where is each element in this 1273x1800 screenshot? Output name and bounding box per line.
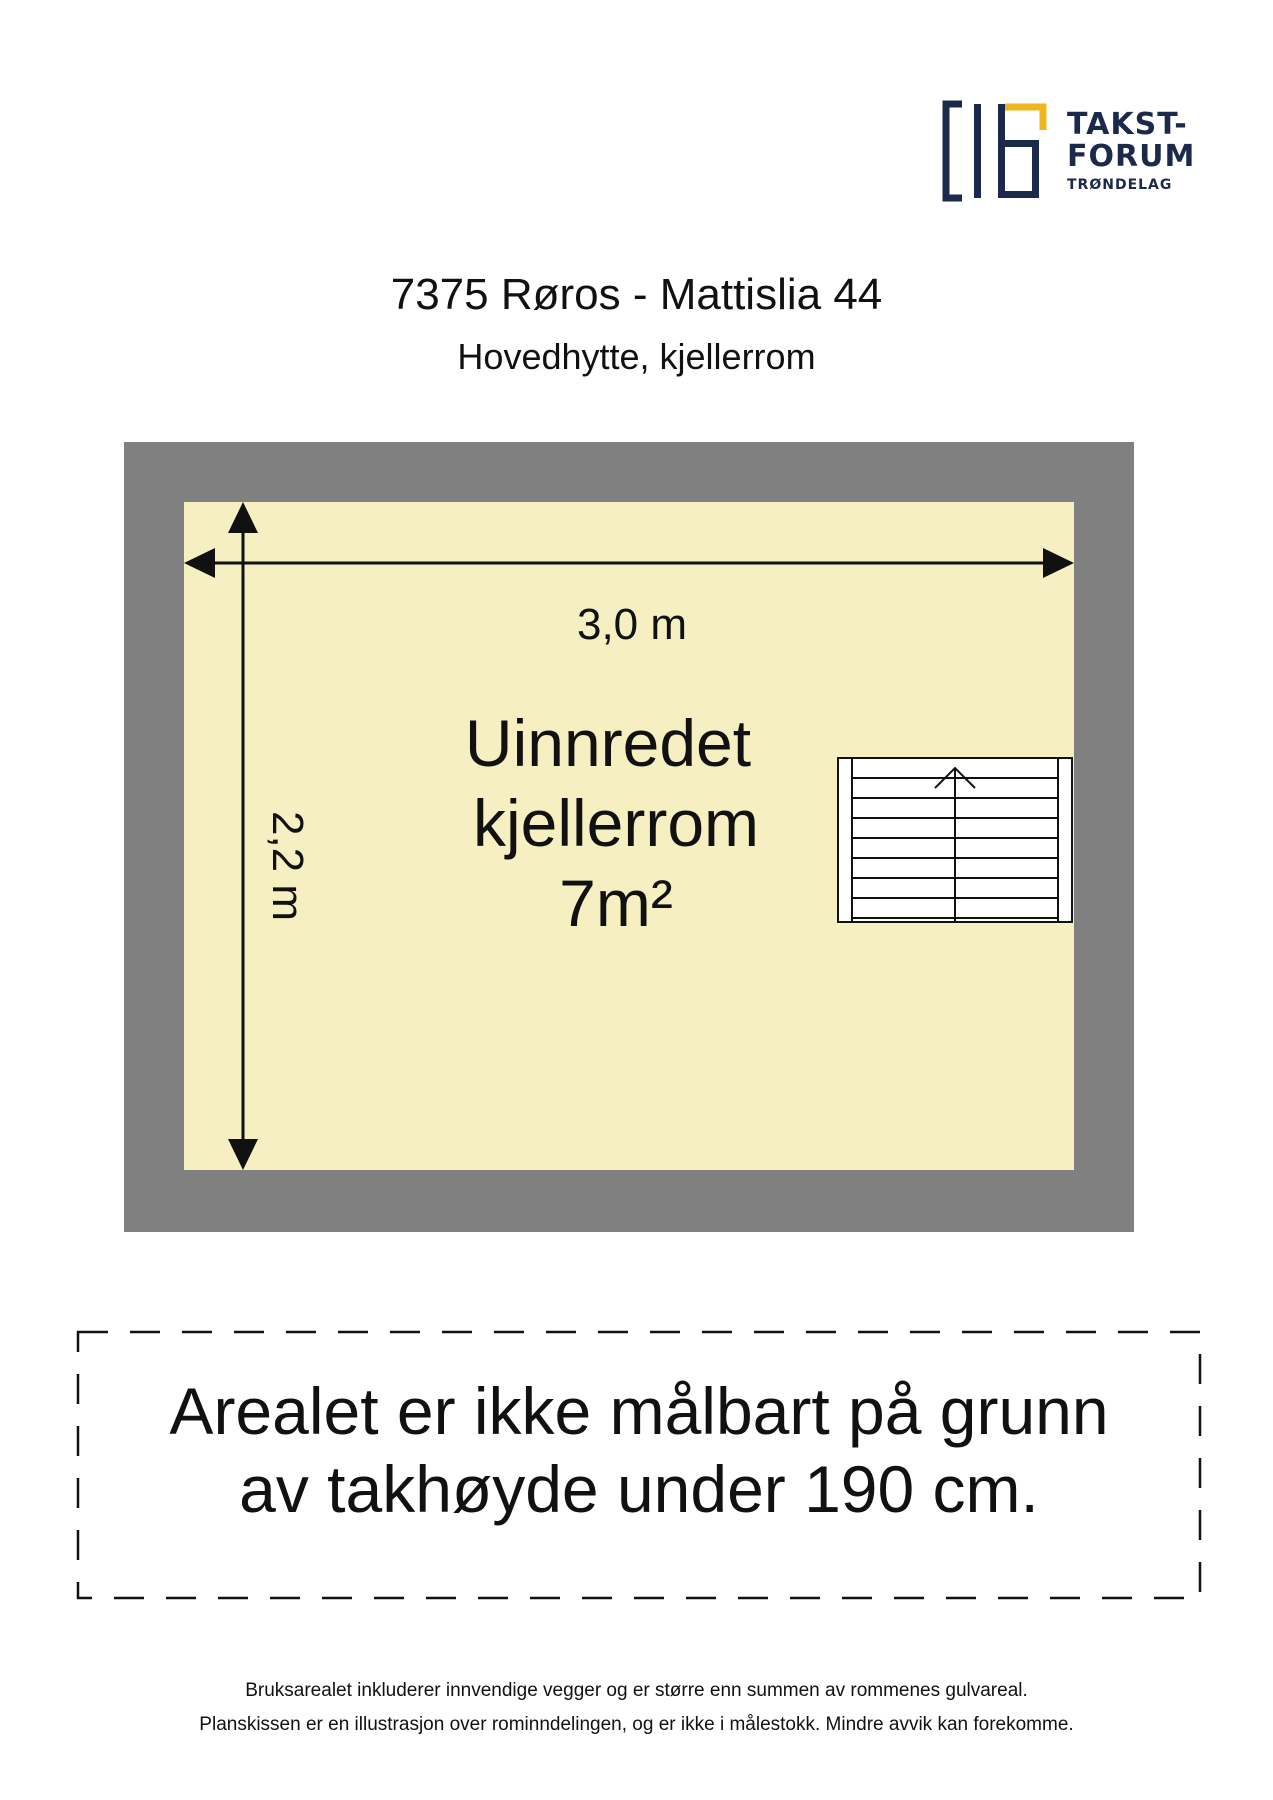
room-name-line1: Uinnredet [464, 706, 752, 780]
floor-plan [124, 442, 1134, 1232]
logo-text-line2: FORUM [1067, 139, 1196, 174]
room-name-line2: kjellerrom [472, 786, 760, 860]
notice-box [76, 1330, 1202, 1600]
notice-line1: Arealet er ikke målbart på grunn [169, 1374, 1109, 1448]
notice-line2: av takhøyde under 190 cm. [239, 1452, 1039, 1526]
width-label: 3,0 m [576, 600, 688, 649]
footer-disclaimer-2: Planskissen er en illustrasjon over rominndelingen, og er ikke i målestokk. Mindre avvik kan forekomme. [199, 1714, 1074, 1735]
logo-mark-icon [940, 100, 1062, 205]
logo-text-line3: TRØNDELAG [1067, 177, 1173, 193]
logo-text-line1: TAKST- [1067, 107, 1188, 142]
page-subtitle: Hovedhytte, kjellerrom [457, 336, 816, 377]
footer-disclaimer-1: Bruksarealet inkluderer innvendige vegger og er større enn summen av rommenes gulvareal. [245, 1680, 1028, 1701]
room-area: 7m² [559, 866, 673, 940]
takstforum-logo [940, 100, 1196, 205]
height-label: 2,2 m [263, 810, 312, 922]
page-title: 7375 Røros - Mattislia 44 [390, 270, 883, 319]
staircase [838, 758, 1072, 922]
